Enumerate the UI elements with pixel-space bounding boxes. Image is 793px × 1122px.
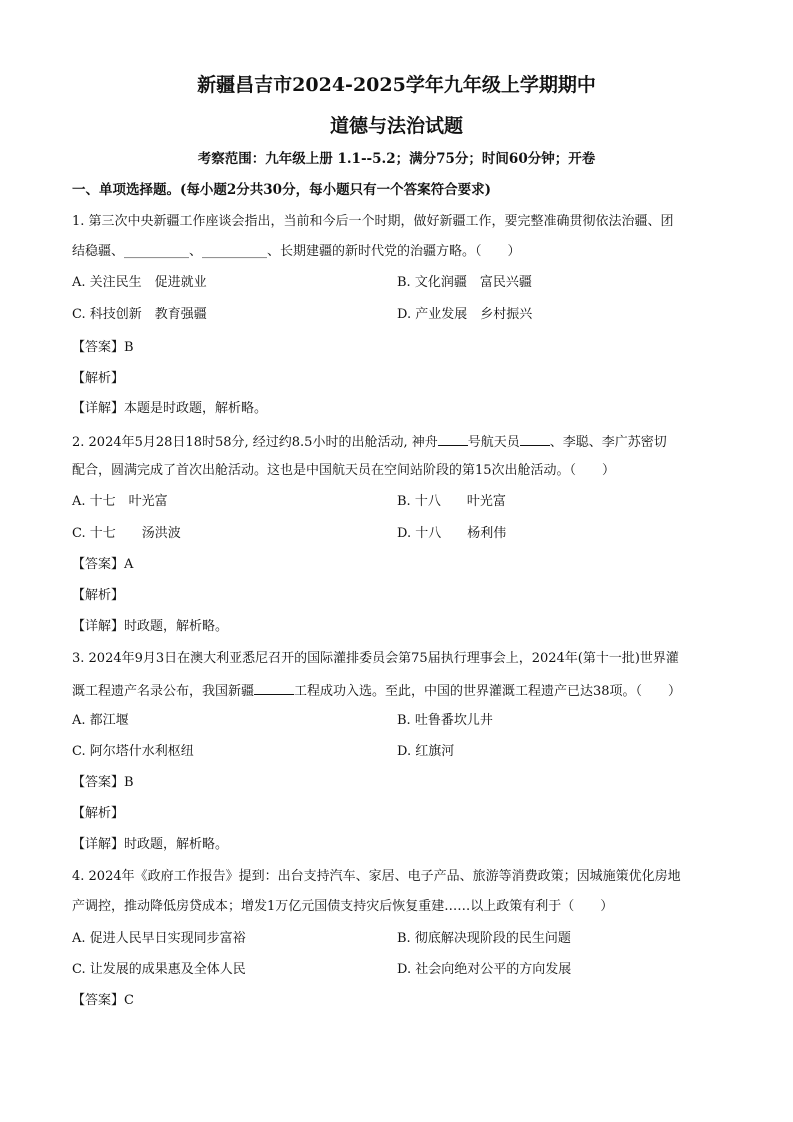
section-title: 一、单项选择题。(每小题2分共30分，每小题只有一个答案符合要求) (72, 182, 491, 198)
q2-stem-part2: 号航天员 (467, 435, 520, 450)
q1-option-c: C. 科技创新 教育强疆 (72, 307, 207, 322)
q3-option-d: D. 红旗河 (397, 744, 455, 759)
q1-analysis: 【解析】 (72, 371, 125, 386)
q1-option-a: A. 关注民生 促进就业 (72, 275, 207, 290)
q4-stem-line1: 4. 2024年《政府工作报告》提到：出台支持汽车、家居、电子产品、旅游等消费政策；因城施策优化房地 (72, 869, 681, 884)
exam-title-line2: 道德与法治试题 (329, 115, 463, 137)
q4-option-c: C. 让发展的成果惠及全体人民 (72, 962, 246, 977)
q4-option-b: B. 彻底解决现阶段的民生问题 (397, 931, 571, 946)
q3-option-b: B. 吐鲁番坎儿井 (397, 713, 493, 728)
q2-analysis: 【解析】 (72, 588, 125, 603)
q2-option-b: B. 十八 叶光富 (397, 494, 506, 509)
q4-stem-line2: 产调控，推动降低房贷成本；增发1万亿元国债支持灾后恢复重建……以上政策有利于（ ） (72, 899, 614, 914)
q3-stem-part1: 溉工程遗产名录公布，我国新疆 (72, 684, 255, 699)
q2-stem-part3: 、李聪、李广苏密切 (549, 435, 667, 450)
q3-analysis: 【解析】 (72, 806, 125, 821)
q1-option-d: D. 产业发展 乡村振兴 (397, 307, 533, 322)
q1-stem-line1: 1. 第三次中央新疆工作座谈会指出，当前和今后一个时期，做好新疆工作，要完整准确贯彻依法治疆、团 (72, 214, 674, 229)
q3-answer: 【答案】B (72, 775, 134, 790)
q2-option-d: D. 十八 杨利伟 (397, 526, 507, 541)
q1-answer: 【答案】B (72, 340, 134, 355)
q4-option-a: A. 促进人民早日实现同步富裕 (72, 931, 246, 946)
q2-option-c: C. 十七 汤洪波 (72, 526, 181, 541)
exam-scope: 考察范围：九年级上册 1.1--5.2；满分75分；时间60分钟；开卷 (197, 151, 596, 167)
q1-stem-line2: 结稳疆、__________、__________、长期建疆的新时代党的治疆方略。（ ） (72, 244, 521, 259)
q1-detail: 【详解】本题是时政题，解析略。 (72, 401, 268, 416)
q2-stem-part1: 2. 2024年5月28日18时58分, 经过约8.5小时的出舱活动, 神舟 (72, 435, 438, 450)
q3-option-a: A. 都江堰 (72, 713, 129, 728)
q3-option-c: C. 阿尔塔什水利枢纽 (72, 744, 194, 759)
q2-answer: 【答案】A (72, 557, 134, 572)
q2-option-a: A. 十七 叶光富 (72, 494, 168, 509)
q2-detail: 【详解】时政题，解析略。 (72, 619, 229, 634)
q3-stem-line2 (72, 680, 681, 702)
q2-blank-1 (438, 431, 468, 446)
q3-stem-part2: 工程成功入选。至此，中国的世界灌溉工程遗产已达38项。（ ） (294, 684, 682, 699)
q3-detail: 【详解】时政题，解析略。 (72, 837, 229, 852)
q1-option-b: B. 文化润疆 富民兴疆 (397, 275, 532, 290)
q2-stem-line2: 配合，圆满完成了首次出舱活动。这也是中国航天员在空间站阶段的第15次出舱活动。（ ） (72, 463, 616, 478)
q2-blank-2 (520, 431, 550, 446)
q3-blank (254, 680, 294, 695)
q4-option-d: D. 社会向绝对公平的方向发展 (397, 962, 572, 977)
q3-stem-line1: 3. 2024年9月3日在澳大利亚悉尼召开的国际灌排委员会第75届执行理事会上，2024年(第十一批)世界灌 (72, 651, 679, 666)
q2-stem-line1 (72, 431, 667, 453)
q4-answer: 【答案】C (72, 993, 134, 1008)
exam-title-line1: 新疆昌吉市2024-2025学年九年级上学期期中 (197, 74, 596, 96)
